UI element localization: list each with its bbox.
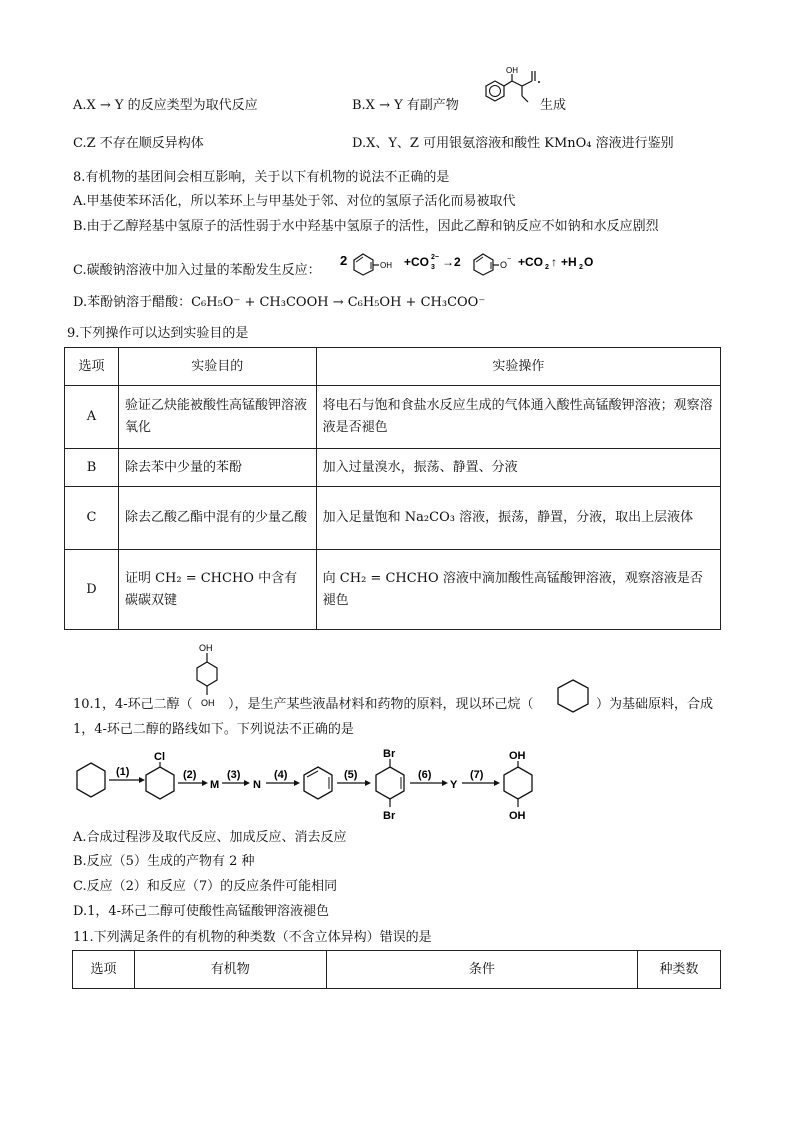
- q10-stem-part4: 1，4-环己二醇的路线如下。下列说法不正确的是: [73, 722, 354, 737]
- svg-text:M: M: [210, 779, 220, 791]
- svg-text:+H: +H: [561, 255, 577, 269]
- q11-header-count: 种类数: [638, 951, 721, 989]
- svg-text:O: O: [500, 260, 508, 270]
- q9-row-operation: 将电石与饱和食盐水反应生成的气体通入酸性高锰酸钾溶液；观察溶液是否褪色: [316, 386, 720, 449]
- q7-option-b-prefix: B.X → Y 有副产物: [352, 98, 459, 113]
- table-row: [65, 487, 721, 550]
- cyclohexane-icon: [552, 676, 594, 716]
- q11-header-option: 选项: [73, 951, 135, 989]
- table-row: [65, 386, 721, 449]
- svg-text:(1): (1): [116, 766, 130, 778]
- svg-text:(3): (3): [227, 769, 241, 781]
- svg-text:OH: OH: [509, 750, 526, 762]
- svg-text:(6): (6): [418, 769, 432, 781]
- cyclohexanediol-icon: [188, 640, 228, 714]
- q10-option-c: C.反应（2）和反应（7）的反应条件可能相同: [73, 879, 338, 894]
- q9-row-purpose: 除去苯中少量的苯酚: [118, 449, 316, 487]
- svg-text:−: −: [507, 256, 512, 263]
- q7-option-c: C.Z 不存在顺反异构体: [73, 136, 204, 151]
- q8-option-a: A.甲基使苯环活化，所以苯环上与甲基处于邻、对位的氢原子活化而易被取代: [73, 194, 516, 209]
- svg-text:OH: OH: [201, 698, 215, 708]
- q9-row-option: A: [65, 386, 119, 449]
- q10-stem-part1: 10.1，4-环己二醇（: [73, 697, 193, 712]
- q9-row-operation: 加入足量饱和 Na₂CO₃ 溶液，振荡，静置，分液，取出上层液体: [316, 487, 720, 550]
- q8-option-c-prefix: C.碳酸钠溶液中加入过量的苯酚发生反应：: [73, 263, 321, 278]
- q7-option-a: A.X → Y 的反应类型为取代反应: [73, 98, 258, 113]
- q10-option-d: D.1，4-环己二醇可使酸性高锰酸钾溶液褪色: [73, 904, 330, 919]
- svg-text:OH: OH: [509, 810, 526, 822]
- svg-text:+CO: +CO: [518, 255, 544, 269]
- q9-row-purpose: 证明 CH₂ = CHCHO 中含有碳碳双键: [118, 550, 316, 630]
- svg-text:3: 3: [431, 264, 435, 271]
- svg-text:2−: 2−: [431, 254, 439, 261]
- svg-text:↑: ↑: [551, 255, 557, 269]
- svg-text:OH: OH: [506, 66, 518, 75]
- svg-text:→2: →2: [442, 255, 461, 269]
- svg-text:Br: Br: [383, 810, 396, 822]
- phenol-icon: [354, 254, 373, 275]
- svg-text:Br: Br: [383, 748, 396, 760]
- q9-row-operation: 加入过量溴水，振荡、静置、分液: [316, 449, 720, 487]
- q9-header-purpose: 实验目的: [118, 348, 316, 386]
- q9-row-purpose: 验证乙炔能被酸性高锰酸钾溶液氧化: [118, 386, 316, 449]
- table-row: [65, 550, 721, 630]
- q9-row-option: B: [65, 449, 119, 487]
- q11-header-condition: 条件: [326, 951, 637, 989]
- q9-stem: 9.下列操作可以达到实验目的是: [67, 326, 249, 341]
- q11-table: [72, 950, 721, 989]
- q7-option-d: D.X、Y、Z 可用银氨溶液和酸性 KMnO₄ 溶液进行鉴别: [352, 136, 674, 151]
- q10-stem-part3: ）为基础原料，合成: [596, 697, 714, 712]
- q11-stem: 11.下列满足条件的有机物的种类数（不含立体异构）错误的是: [73, 930, 432, 945]
- svg-text:+CO: +CO: [404, 255, 430, 269]
- svg-text:N: N: [253, 779, 261, 791]
- svg-text:OH: OH: [380, 261, 392, 270]
- table-row: [65, 449, 721, 487]
- q9-table: [64, 347, 721, 630]
- svg-text:O: O: [584, 255, 594, 269]
- svg-text:(5): (5): [344, 769, 358, 781]
- svg-text:(2): (2): [183, 769, 197, 781]
- svg-text:OH: OH: [199, 643, 213, 653]
- svg-text:(4): (4): [274, 769, 288, 781]
- q9-row-option: C: [65, 487, 119, 550]
- q10-option-a: A.合成过程涉及取代反应、加成反应、消去反应: [73, 830, 347, 845]
- svg-text:(7): (7): [470, 769, 484, 781]
- q9-row-option: D: [65, 550, 119, 630]
- svg-text:2: 2: [545, 264, 549, 271]
- q10-stem-part2: ），是生产某些液晶材料和药物的原料，现以环己烷（: [228, 697, 534, 712]
- svg-text:Cl: Cl: [154, 751, 165, 763]
- q8-option-c-equation: [338, 243, 638, 277]
- q10-option-b: B.反应（5）生成的产物有 2 种: [73, 854, 255, 869]
- q8-option-d: D.苯酚钠溶于醋酸：C₆H₅O⁻ + CH₃COOH → C₆H₅OH + CH₃COO⁻: [73, 295, 486, 310]
- svg-text:2: 2: [340, 253, 348, 268]
- q8-stem: 8.有机物的基团间会相互影响，关于以下有机物的说法不正确的是: [73, 170, 450, 185]
- byproduct-structure-icon: [472, 62, 542, 114]
- svg-text:Y: Y: [450, 779, 458, 791]
- q8-option-b: B.由于乙醇羟基中氢原子的活性弱于水中羟基中氢原子的活性，因此乙醇和钠反应不如钠和水反应剧烈: [73, 219, 659, 234]
- q9-header-operation: 实验操作: [316, 348, 720, 386]
- q9-header-option: 选项: [65, 348, 119, 386]
- synthesis-route-diagram: [74, 745, 554, 825]
- q9-row-operation: 向 CH₂ = CHCHO 溶液中滴加酸性高锰酸钾溶液，观察溶液是否褪色: [316, 550, 720, 630]
- q11-header-compound: 有机物: [134, 951, 326, 989]
- phenoxide-icon: [474, 254, 493, 275]
- svg-text:2: 2: [579, 264, 583, 271]
- q9-row-purpose: 除去乙酸乙酯中混有的少量乙酸: [118, 487, 316, 550]
- q7-option-b-suffix: 生成: [540, 98, 567, 113]
